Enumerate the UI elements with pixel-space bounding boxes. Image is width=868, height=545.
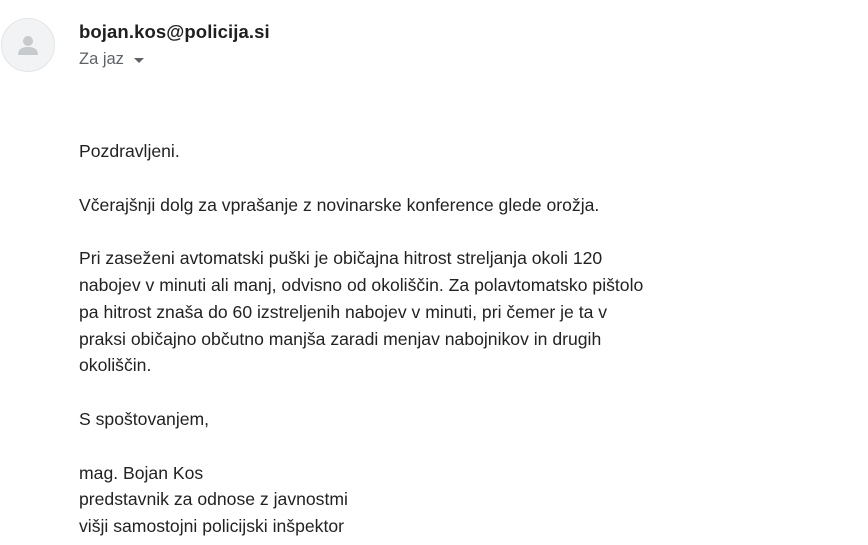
sender-email[interactable]: bojan.kos@policija.si bbox=[79, 21, 270, 42]
paragraph-line: Pri zaseženi avtomatski puški je običajna hitrost streljanja okoli 120 bbox=[79, 248, 603, 269]
signature-name: mag. Bojan Kos bbox=[79, 462, 204, 483]
main-paragraph bbox=[79, 245, 679, 379]
paragraph-line: pa hitrost znaša do 60 izstreljenih nabojev v minuti, pri čemer je ta v bbox=[79, 301, 608, 322]
closing: S spoštovanjem, bbox=[79, 408, 210, 429]
greeting: Pozdravljeni. bbox=[79, 141, 180, 161]
message-body bbox=[79, 138, 679, 540]
signature bbox=[79, 460, 679, 540]
signature-rank: višji samostojni policijski inšpektor bbox=[79, 516, 344, 537]
paragraph-line: nabojev v minuti ali manj, odvisno od okoliščin. Za polavtomatsko pištolo bbox=[79, 274, 644, 295]
chevron-down-icon[interactable] bbox=[134, 58, 144, 63]
paragraph-line: okoliščin. bbox=[79, 355, 152, 376]
recipient-label: Za jaz bbox=[79, 50, 124, 68]
intro-paragraph: Včerajšnji dolg za vprašanje z novinarske konference glede orožja. bbox=[79, 194, 600, 215]
signature-title: predstavnik za odnose z javnostmi bbox=[79, 489, 348, 510]
recipient-dropdown[interactable] bbox=[79, 50, 144, 69]
person-icon bbox=[15, 32, 41, 58]
paragraph-line: praksi običajno občutno manjša zaradi menjav nabojnikov in drugih bbox=[79, 328, 602, 349]
sender-avatar[interactable] bbox=[1, 18, 55, 72]
